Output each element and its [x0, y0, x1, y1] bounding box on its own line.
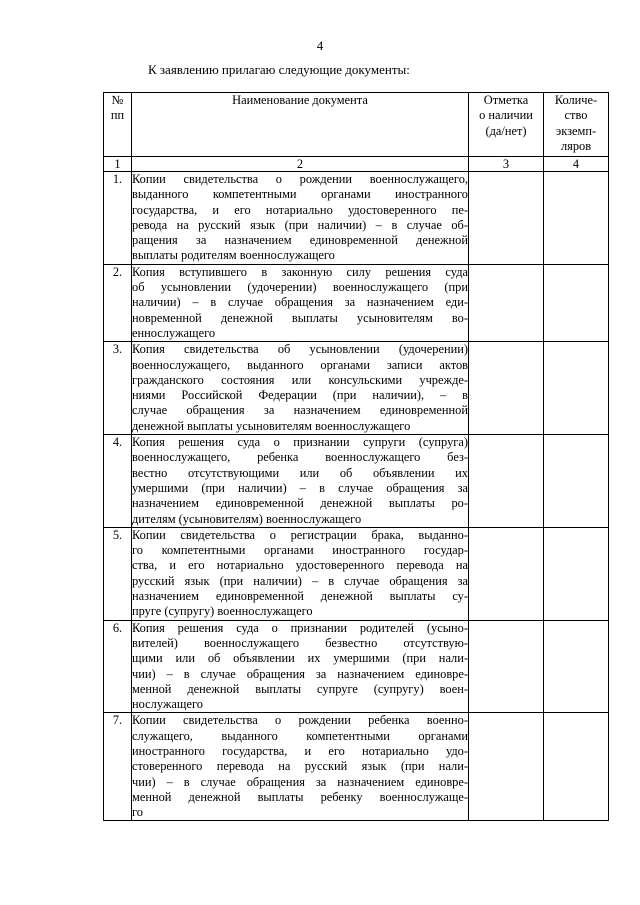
- document-description: [132, 527, 469, 620]
- row-number: 2.: [104, 264, 132, 341]
- description-line: иностранного государства, и его нотариально удо-: [132, 743, 468, 758]
- copies-count-cell[interactable]: [544, 527, 609, 620]
- description-line: ниями Российской Федерации (при наличии), – в: [132, 388, 468, 403]
- description-line: ства, и его нотариально удостоверенного перевода на: [132, 558, 468, 573]
- row-number: 6.: [104, 620, 132, 713]
- description-line: Копия свидетельства об усыновлении (удочерении): [132, 342, 468, 357]
- description-line: го компетентными органами иностранного государ-: [132, 543, 468, 558]
- copies-count-cell[interactable]: [544, 342, 609, 435]
- description-line: военнослужащего, ребенка военнослужащего без-: [132, 450, 468, 465]
- description-line: менной денежной выплаты ребенку военнослужаще-: [132, 789, 468, 804]
- description-line: гражданского состояния или консульскими учрежде-: [132, 372, 468, 387]
- header-name: [132, 93, 469, 157]
- description-line: умершими (при наличии) – в случае обращения за: [132, 480, 468, 495]
- description-line: новременной денежной выплаты усыновителям во-: [132, 310, 468, 325]
- description-line: ревода на русский язык (при наличии) – в случае об-: [132, 217, 468, 232]
- header-mark-line: (да/нет): [485, 123, 527, 138]
- description-line: Копии свидетельства о рождении ребенка военно-: [132, 713, 468, 728]
- description-line: чии) – в случае обращения за назначением единовре-: [132, 666, 468, 681]
- description-line: Копия решения суда о признании супруги (супруга): [132, 435, 468, 450]
- header-num: [104, 93, 132, 157]
- presence-mark-cell[interactable]: [469, 435, 544, 528]
- copies-count-cell[interactable]: [544, 713, 609, 821]
- intro-text: К заявлению прилагаю следующие документы:: [148, 62, 410, 77]
- description-line: назначением единовременной денежной выплаты су-: [132, 589, 468, 604]
- table-row: [104, 620, 609, 713]
- column-number-row: [104, 157, 609, 172]
- description-line: Копия вступившего в законную силу решения суда: [132, 264, 468, 279]
- description-line: щими или об объявлении их умершими (при нали-: [132, 651, 468, 666]
- header-mark-line: Отметка: [483, 93, 529, 107]
- documents-table: [103, 92, 609, 821]
- document-description: [132, 264, 469, 341]
- header-mark-line: о наличии: [479, 108, 533, 123]
- description-line: Копия решения суда о признании родителей (усыно-: [132, 620, 468, 635]
- copies-count-cell[interactable]: [544, 620, 609, 713]
- description-line: служащего, выданного компетентными органами: [132, 728, 468, 743]
- description-line: государства, и его нотариально удостоверенного пе-: [132, 202, 468, 217]
- header-count-line: Количе-: [554, 93, 598, 107]
- description-line: назначением единовременной денежной выплаты ро-: [132, 496, 468, 511]
- presence-mark-cell[interactable]: [469, 713, 544, 821]
- description-line: чии) – в случае обращения за назначением единовре-: [132, 774, 468, 789]
- description-line: пруге (супругу) военнослужащего: [132, 604, 313, 619]
- description-line: наличии) – в случае обращения за назначением еди-: [132, 295, 468, 310]
- row-number: 4.: [104, 435, 132, 528]
- description-line: стоверенного перевода на русский язык (при нали-: [132, 759, 468, 774]
- header-num-line: пп: [110, 108, 125, 123]
- row-number: 3.: [104, 342, 132, 435]
- document-description: [132, 342, 469, 435]
- description-line: Копии свидетельства о регистрации брака, выданно-: [132, 527, 468, 542]
- header-row: [104, 93, 609, 157]
- description-line: ращения за назначением единовременной денежной: [132, 233, 468, 248]
- page-number: 4: [316, 38, 324, 53]
- header-count: [544, 93, 609, 157]
- header-count-line: экземп-: [555, 123, 597, 138]
- description-line: русский язык (при наличии) – в случае обращения за: [132, 573, 468, 588]
- header-count-line: ство: [564, 108, 588, 123]
- document-description: [132, 620, 469, 713]
- table-row: [104, 342, 609, 435]
- table-row: [104, 713, 609, 821]
- description-line: выплаты родителям военнослужащего: [132, 248, 335, 263]
- presence-mark-cell[interactable]: [469, 527, 544, 620]
- description-line: вителей) военнослужащего безвестно отсутствую-: [132, 635, 468, 650]
- description-line: дителям (усыновителям) военнослужащего: [132, 511, 362, 526]
- copies-count-cell[interactable]: [544, 264, 609, 341]
- description-line: военнослужащего, выданного органами записи актов: [132, 357, 468, 372]
- table-row: [104, 527, 609, 620]
- row-number: 5.: [104, 527, 132, 620]
- copies-count-cell[interactable]: [544, 435, 609, 528]
- description-line: денежной выплаты усыновителям военнослужащего: [132, 418, 411, 433]
- description-line: об усыновлении (удочерении) военнослужащего (при: [132, 280, 468, 295]
- row-number: 1.: [104, 172, 132, 265]
- document-description: [132, 713, 469, 821]
- copies-count-cell[interactable]: [544, 172, 609, 265]
- document-description: [132, 172, 469, 265]
- table-row: [104, 172, 609, 265]
- presence-mark-cell[interactable]: [469, 342, 544, 435]
- table-row: [104, 264, 609, 341]
- header-num-line: №: [111, 93, 124, 107]
- description-line: случае обращения за назначением единовременной: [132, 403, 468, 418]
- header-mark: [469, 93, 544, 157]
- row-number: 7.: [104, 713, 132, 821]
- column-number: 3: [469, 157, 544, 172]
- presence-mark-cell[interactable]: [469, 264, 544, 341]
- header-count-line: ляров: [560, 138, 592, 153]
- description-line: еннослужащего: [132, 325, 216, 340]
- column-number: 4: [544, 157, 609, 172]
- table-row: [104, 435, 609, 528]
- description-line: выданного компетентными органами иностранного: [132, 187, 468, 202]
- description-line: менной денежной выплаты супруге (супругу) воен-: [132, 681, 468, 696]
- description-line: нослужащего: [132, 697, 203, 712]
- description-line: Копии свидетельства о рождении военнослужащего,: [132, 172, 468, 186]
- column-number: 2: [132, 157, 469, 172]
- description-line: го: [132, 805, 143, 820]
- presence-mark-cell[interactable]: [469, 172, 544, 265]
- description-line: вестно отсутствующими или об объявлении их: [132, 465, 468, 480]
- column-number: 1: [104, 157, 132, 172]
- presence-mark-cell[interactable]: [469, 620, 544, 713]
- header-name-line: Наименование документа: [232, 93, 368, 107]
- document-description: [132, 435, 469, 528]
